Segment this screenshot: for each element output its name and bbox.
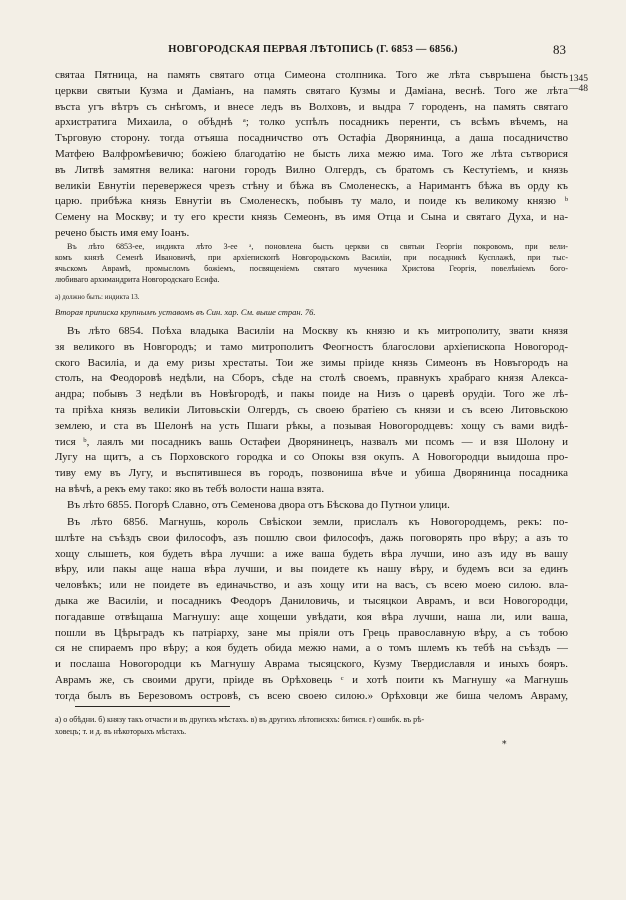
chronicle-text-1345 [55, 68, 568, 242]
footnote-line: ховецъ; т. и д. въ нѣкоторыхъ мѣстахъ. [55, 727, 187, 736]
text-line: церкви святыи Кузма и Дамiанъ, на память святаго Кузмы и Дамiана, веснѣ. Того же лѣта [55, 84, 568, 97]
chronicle-text-6855 [55, 498, 568, 514]
text-line: Матфею Валфромѣевичю; божiею благодатiю не бысть лиха межю има. Того же лѣта сътворися [55, 147, 568, 160]
small-print-inscription [55, 241, 568, 285]
note-line: Вторая приписка крупнымъ уставомъ въ Син. хар. См. выше стран. 76. [55, 307, 316, 317]
note-line: комъ князѣ Семенѣ Ивановичѣ, при архiепископѣ Новгородьскомъ Василiи, при посадникѣ Кусплажѣ, при тыс- [55, 253, 568, 262]
printer-mark: * [502, 740, 507, 750]
inscription-footnote [55, 293, 568, 302]
text-line: царю. прибѣжа князь Евнутiи въ Смоленескъ, побывъ ту мало, и поиде къ великому князю ᵇ [55, 195, 568, 208]
page-header [0, 42, 626, 62]
note-line: ячьскомъ Аврамѣ, промысломъ божiемъ, посвященiемъ святаго мученика Христова Георгiя, повелѣнiемъ бого- [55, 264, 568, 273]
text-line: погадавше отвѣщаша Магнушу: аще хощеши увѣдати, коя вѣра лучши, наша ли, или ваша, [55, 610, 568, 623]
margin-year-note: —48 [569, 84, 588, 94]
footnote-separator [75, 706, 230, 707]
text-line: Семену на Москву; и ту его крести князь Семеонъ, въ имя Отца и Сына и святаго Духа, и на- [55, 211, 568, 224]
text-line: хощу слышеть, коя будеть вѣра лучши: а иже ваша будеть вѣра лучши, ино азъ иду въ вашу [55, 547, 568, 560]
note-line: Въ лѣто 6853-ее, индикта лѣто 3-ее ᵃ, поновлена бысть церкви св святыи Георгiи покровомъ, при вели- [67, 242, 568, 251]
chronicle-text-6856 [55, 515, 568, 705]
text-line: святаа Пятница, на память святаго отца Симеона столпника. Того же лѣта съвръшена бысть [55, 69, 568, 81]
text-line: зя великого въ Новгородъ; и тамо митрополитъ Феогностъ благослови архiепископа Новогород- [55, 340, 568, 353]
page-number: 83 [553, 42, 566, 57]
text-line: Въ лѣто 6855. Погорѣ Славно, отъ Семенова двора отъ Бѣскова до Путнои улици. [67, 499, 450, 511]
text-line: тогда былъ въ Березовомъ островѣ, съ всею своею силою.» Орѣховци же биша челомъ Авраму, [55, 689, 568, 702]
text-line: и послаша Новогородци къ Магнушу Аврама тысяцского, Кузму Твердиславля и иныхъ бояръ. [55, 658, 568, 671]
text-line: шлѣте на съѣздъ свои философъ, азъ пошлю свои философъ, дажь поговорять про вѣру; а азъ то [55, 531, 568, 544]
text-line: въста угъ вѣтръ съ снѣгомъ, и внесе ледъ въ Волховъ, и выдра 7 городенъ, на память святаго [55, 100, 568, 113]
text-line: Аврамъ же, съ своими други, прiиде въ Орѣховець ᶜ и хотѣ поити къ Магнушу «а Магнушь [55, 673, 568, 686]
margin-year-note: 1345 [569, 74, 588, 84]
text-line: великiи Евнутiи перевержеся чрезъ стѣну и бѣжа въ Смоленескъ, а Наримантъ бѣжа въ орду къ [55, 179, 568, 192]
text-line: на вѣчѣ, а рекъ ему тако: яко въ тебѣ волости наша взята. [55, 482, 325, 495]
text-line: Въ лѣто 6856. Магнушь, король Свѣiскои земли, прислалъ къ Новогородцемъ, рекъ: по- [67, 516, 568, 528]
text-line: тиву ему въ Лугу, и въспятившеся въ городъ, позвониша вѣче и убиша Дворянинца посадника [55, 467, 568, 480]
text-line: Търговую сторону. тогда отъяша посадничство отъ Остафiа Дворянинца, а дашa посадничство [55, 132, 568, 145]
text-line: вѣру, или пакы аще наша вѣра лучши, и вы поидете къ нашу вѣру, и будемъ вси за единъ [55, 563, 568, 576]
note-line: любиваго архимандрита Новгородскаго Есифа. [55, 275, 220, 284]
text-line: столъ, на Феодоровѣ недѣли, на Сборъ, сѣде на столѣ своемъ, правнукъ храбраго князя Алекса- [55, 372, 568, 385]
page-footnotes [55, 714, 568, 738]
text-line: человѣкъ; или не поидете въ единачьство, и азъ хощу ити на васъ, съ всею моею силою. вла- [55, 579, 568, 592]
text-line: пошли въ Цѣрьградъ къ патрiарху, зане мы прiяли отъ Грець православную вѣру, а съ тобою [55, 626, 568, 639]
text-line: речено бысть имя ему Iоанъ. [55, 226, 190, 239]
text-line: дыка же Василiи, и посадникъ Феодоръ Даниловичь, и тысяцкои Аврамъ, и вси Новогородци, [55, 594, 568, 607]
text-line: ского Василiа, и да ему ризы хрестаты. Тои же зимы прiиде князь Симеонъ въ Новъгородъ на [55, 356, 568, 369]
text-line: въ Литвѣ замятня велика: нагони городъ Вилно Олгердъ, съ братомъ съ Кестутiемъ, и князь [55, 163, 568, 176]
chronicle-text-6854 [55, 324, 568, 498]
note-line: а) должно быть: индикта 13. [55, 293, 140, 301]
italic-source-note [55, 306, 568, 318]
text-line: андра; побывъ 3 недѣли въ Новѣгородѣ, и пакы поиде на Низъ о царевѣ орудiи. Того же лѣ- [55, 388, 568, 401]
text-line: архистратига Михаила, о обѣднѣ ᵃ; толко успѣлъ посадникъ перенти, съ всѣмъ вѣчемъ, на [55, 116, 568, 129]
footnote-line: а) о обѣдни. б) князу такъ отчасти и въ другихъ мѣстахъ. в) въ другихъ лѣтописяхъ: битися. г) ошибк. въ рѣ- [55, 715, 425, 724]
text-line: Въ лѣто 6854. Поѣха владыка Василiи на Москву къ князю и къ митрополиту, звати князя [67, 325, 568, 337]
running-title: НОВГОРОДСКАЯ ПЕРВАЯ ЛѢТОПИСЬ (Г. 6853 — 6856.) [168, 44, 458, 55]
text-line: Лугу на щитъ, а съ Порховского городка и со Опокы взя окупъ. А Новогородци выидоша про- [55, 451, 568, 464]
text-line: та прiѣха князь великiи Литовьскiи Олгердъ, съ своею братiею съ князи и съ всею Литовьскою [55, 403, 568, 416]
text-line: тися ᵇ, лаялъ ми посадникъ вашь Остафеи Дворянинецъ, назвалъ ми псомъ — и взя Шолону и [55, 435, 568, 448]
text-line: ся не спираемъ про вѣру; а коя будеть обида межю нами, а о томъ шлемъ къ тебѣ на съѣздъ — [55, 642, 568, 655]
text-line: землею, и ста въ Шелонѣ на усть Пшаги рѣкы, а позывая Новогородцевъ: хощу съ вами видѣ- [55, 419, 568, 432]
